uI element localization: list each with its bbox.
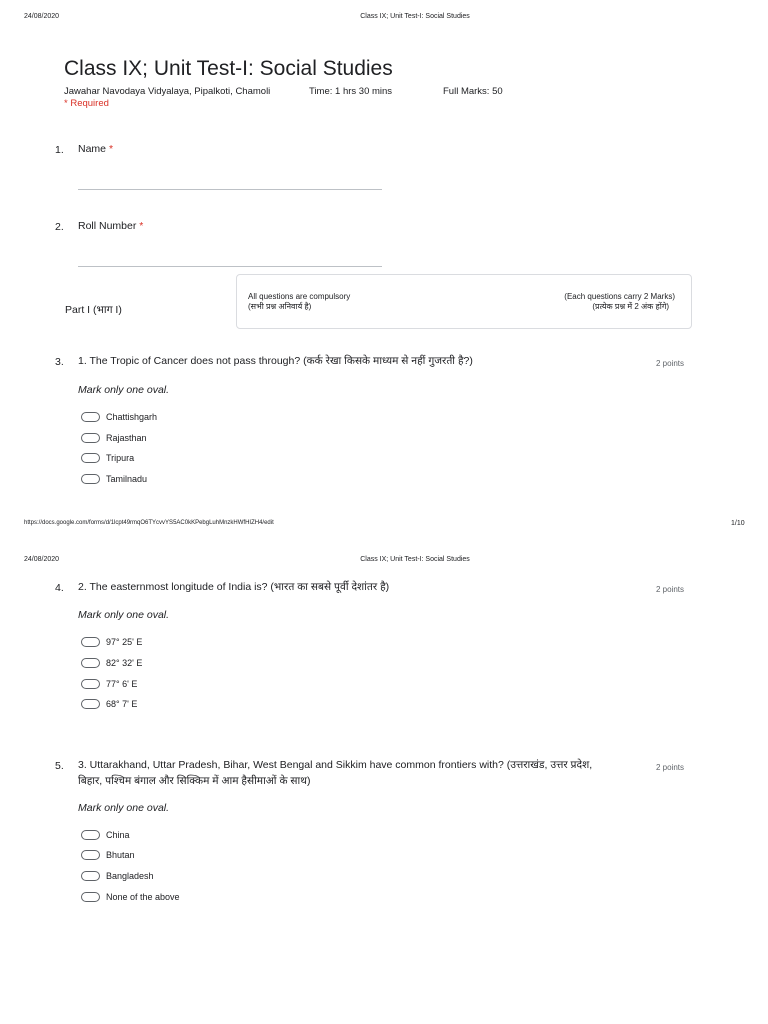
name-input[interactable] xyxy=(78,189,382,190)
roll-number-input[interactable] xyxy=(78,266,382,267)
option-tamilnadu[interactable] xyxy=(81,474,147,484)
school-name: Jawahar Navodaya Vidyalaya, Pipalkoti, Chamoli xyxy=(64,86,271,97)
mark-hint: Mark only one oval. xyxy=(78,802,170,814)
option-77-6-e[interactable] xyxy=(81,679,137,689)
radio-oval[interactable] xyxy=(81,637,100,647)
radio-oval[interactable] xyxy=(81,433,100,443)
part-instructions-box xyxy=(236,274,692,329)
option-label: Bangladesh xyxy=(106,871,154,881)
required-star: * xyxy=(108,143,114,155)
option-label: 97° 25' E xyxy=(106,637,143,647)
option-82-32-e[interactable] xyxy=(81,658,142,668)
question-number: 5. xyxy=(55,760,64,772)
radio-oval[interactable] xyxy=(81,453,100,463)
radio-oval[interactable] xyxy=(81,474,100,484)
option-label: None of the above xyxy=(106,892,180,902)
option-rajasthan[interactable] xyxy=(81,433,147,443)
question-text-line-1: 3. Uttarakhand, Uttar Pradesh, Bihar, West Bengal and Sikkim have common frontiers with? (उत्तराखंड, उत्तर प्रदेश, xyxy=(78,759,593,771)
question-text: 1. The Tropic of Cancer does not pass through? (कर्क रेखा किसके माध्यम से नहीं गुजरती है?) xyxy=(78,355,473,367)
radio-oval[interactable] xyxy=(81,850,100,860)
option-label: 77° 6' E xyxy=(106,679,138,689)
field-label: Roll Number xyxy=(78,220,137,232)
roll-number-label xyxy=(78,219,143,234)
radio-oval[interactable] xyxy=(81,871,100,881)
radio-oval[interactable] xyxy=(81,658,100,668)
form-title: Class IX; Unit Test-I: Social Studies xyxy=(64,57,393,80)
points-label: 2 points xyxy=(656,763,685,772)
footer-page-number: 1/10 xyxy=(731,520,745,527)
option-bhutan[interactable] xyxy=(81,850,135,860)
option-label: Chattishgarh xyxy=(106,412,158,422)
option-label: Tripura xyxy=(106,453,135,463)
option-label: 82° 32' E xyxy=(106,658,143,668)
option-97-25-e[interactable] xyxy=(81,637,142,647)
points-label: 2 points xyxy=(656,585,685,594)
radio-oval[interactable] xyxy=(81,412,100,422)
part-label: Part I (भाग I) xyxy=(65,304,122,316)
question-number: 2. xyxy=(55,221,64,233)
question-text-line-2: बिहार, पश्चिम बंगाल और सिक्किम में आम हैसीमाओं के साथ) xyxy=(78,775,311,787)
mark-hint: Mark only one oval. xyxy=(78,384,170,396)
name-label xyxy=(78,142,113,157)
option-chattishgarh[interactable] xyxy=(81,412,157,422)
radio-oval[interactable] xyxy=(81,679,100,689)
question-number: 1. xyxy=(55,144,64,156)
option-bangladesh[interactable] xyxy=(81,871,154,881)
instruction-line-1: All questions are compulsory xyxy=(248,292,351,301)
radio-oval[interactable] xyxy=(81,699,100,709)
option-tripura[interactable] xyxy=(81,453,134,463)
page-header-title: Class IX; Unit Test-I: Social Studies xyxy=(360,556,470,563)
option-label: Tamilnadu xyxy=(106,474,148,484)
instruction-line-2: (सभी प्रश्न अनिवार्य है) xyxy=(248,302,312,311)
option-label: China xyxy=(106,830,130,840)
question-number: 4. xyxy=(55,582,64,594)
page-header-date: 24/08/2020 xyxy=(24,13,60,20)
option-none-of-the-above[interactable] xyxy=(81,892,180,902)
radio-oval[interactable] xyxy=(81,830,100,840)
mark-hint: Mark only one oval. xyxy=(78,609,170,621)
option-label: 68° 7' E xyxy=(106,699,138,709)
page-header-date: 24/08/2020 xyxy=(24,556,60,563)
marks-line-2: (प्रत्येक प्रश्न में 2 अंक होंगे) xyxy=(592,302,669,311)
full-marks: Full Marks: 50 xyxy=(443,86,503,97)
radio-oval[interactable] xyxy=(81,892,100,902)
required-note: * Required xyxy=(64,98,109,109)
option-china[interactable] xyxy=(81,830,130,840)
footer-url: https://docs.google.com/forms/d/1lcpt49rmqO6TYcvvYS5AC0kKPebgLuhMnzkHWfHIZH4/edit xyxy=(24,520,274,526)
option-label: Bhutan xyxy=(106,850,135,860)
question-text: 2. The easternmost longitude of India is? (भारत का सबसे पूर्वी देशांतर है) xyxy=(78,581,390,593)
marks-line-1: (Each questions carry 2 Marks) xyxy=(564,292,675,301)
required-star: * xyxy=(139,220,144,232)
time-allowed: Time: 1 hrs 30 mins xyxy=(309,86,393,97)
points-label: 2 points xyxy=(656,359,685,368)
page-header-title: Class IX; Unit Test-I: Social Studies xyxy=(360,13,470,20)
option-label: Rajasthan xyxy=(106,433,147,443)
field-label: Name xyxy=(78,143,107,155)
question-number: 3. xyxy=(55,356,64,368)
option-68-7-e[interactable] xyxy=(81,699,137,709)
